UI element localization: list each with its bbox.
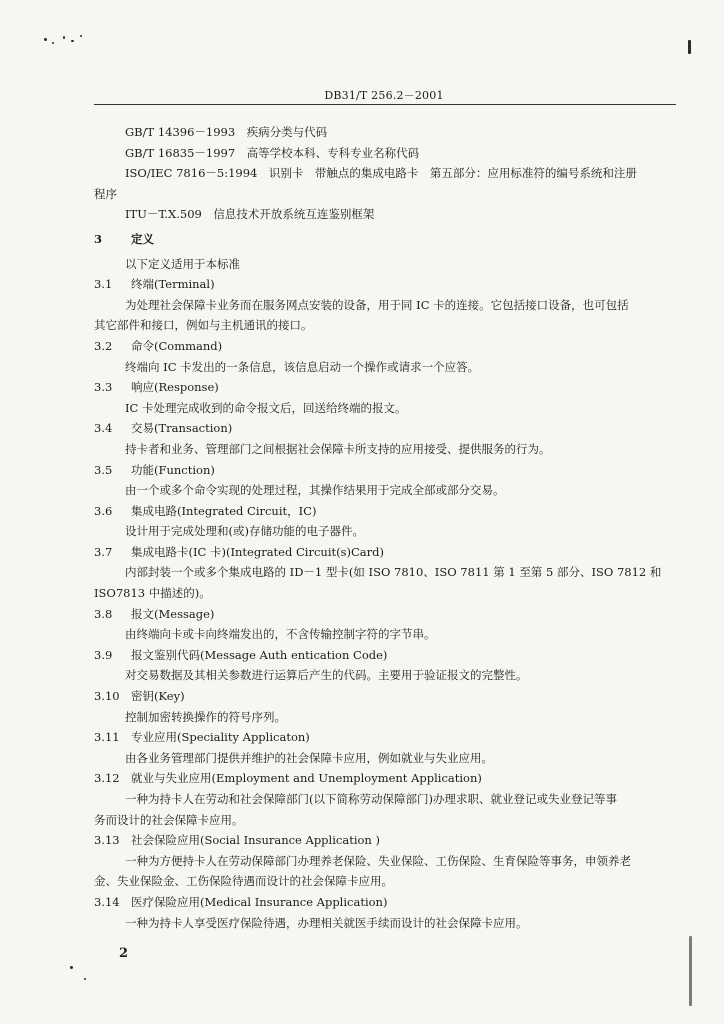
scan-speck — [71, 40, 74, 42]
page-number: 2 — [119, 946, 129, 961]
definition-text-line: 设计用于完成处理和(或)存储功能的电子器件。 — [125, 524, 364, 539]
definition-text-line: ISO7813 中描述的)。 — [94, 586, 211, 601]
definition-term: 终端(Terminal) — [131, 277, 215, 292]
standard-code: DB31/T 256.2－2001 — [324, 89, 444, 102]
scan-speck — [84, 978, 86, 980]
definition-text-line: 务而设计的社会保障卡应用。 — [94, 812, 244, 827]
definition-heading — [94, 604, 678, 625]
definition-term: 社会保险应用(Social Insurance Application ) — [131, 833, 380, 848]
definition-number: 3.3 — [94, 380, 113, 395]
definition-term: 交易(Transaction) — [131, 421, 233, 436]
definition-text-line: 持卡者和业务、管理部门之间根据社会保障卡所支持的应用接受、提供服务的行为。 — [125, 441, 551, 456]
reference-line: GB/T 14396－1993 疾病分类与代码 — [125, 125, 328, 139]
definition-term: 报文鉴别代码(Message Auth entication Code) — [131, 647, 388, 662]
reference-line: ISO/IEC 7816－5:1994 识别卡 带触点的集成电路卡 第五部分：应用标准符的编号系统和注册 — [125, 166, 637, 181]
definition-number: 3.7 — [94, 544, 113, 559]
scan-speck — [44, 38, 47, 41]
definition-text-line: 控制加密转换操作的符号序列。 — [125, 709, 286, 724]
definition-text-line: 为处理社会保障卡业务而在服务网点安装的设备，用于同 IC 卡的连接。它包括接口设备，也可包括 — [125, 297, 629, 312]
definition-text-line: IC 卡处理完成收到的命令报文后，回送给终端的报文。 — [125, 400, 407, 415]
reference-line: GB/T 16835－1997 高等学校本科、专科专业名称代码 — [125, 145, 420, 160]
definition-text-line: 一种为方便持卡人在劳动保障部门办理养老保险、失业保险、工伤保险、生育保险等事务，申领养老 — [125, 853, 631, 868]
definition-term: 专业应用(Speciality Applicaton) — [131, 730, 310, 745]
definition-text-line: 金、失业保险金、工伤保险待遇而设计的社会保障卡应用。 — [94, 874, 393, 889]
normative-references — [94, 122, 678, 225]
definition-text-line: 对交易数据及其相关参数进行运算后产生的代码。主要用于验证报文的完整性。 — [125, 668, 528, 683]
definition-number: 3.8 — [94, 606, 113, 621]
definition-heading — [94, 336, 678, 357]
section-heading — [94, 229, 678, 250]
definition-term: 医疗保险应用(Medical Insurance Application) — [131, 894, 388, 909]
definition-number: 3.4 — [94, 421, 113, 436]
definition-heading — [94, 418, 678, 439]
definition-heading — [94, 727, 678, 748]
header-rule — [94, 104, 676, 105]
scan-speck — [689, 936, 692, 1006]
definition-heading — [94, 542, 678, 563]
definitions-list — [94, 274, 678, 933]
section-intro: 以下定义适用于本标准 — [125, 256, 240, 271]
scan-speck — [70, 966, 73, 969]
scan-speck — [80, 35, 82, 37]
page-header — [0, 84, 724, 103]
definition-text-line: 由各业务管理部门提供并维护的社会保障卡应用，例如就业与失业应用。 — [125, 750, 493, 765]
definition-number: 3.12 — [94, 771, 120, 786]
definition-heading — [94, 377, 678, 398]
definition-heading — [94, 501, 678, 522]
definition-number: 3.5 — [94, 462, 113, 477]
scan-speck — [52, 42, 54, 44]
definition-heading — [94, 830, 678, 851]
section-title: 定义 — [131, 231, 154, 246]
definition-term: 响应(Response) — [131, 380, 219, 395]
definition-heading — [94, 460, 678, 481]
definition-text-line: 内部封装一个或多个集成电路的 ID－1 型卡(如 ISO 7810、ISO 7811 第 1 至第 5 部分、ISO 7812 和 — [125, 565, 662, 580]
scan-speck — [688, 40, 691, 54]
definition-heading — [94, 274, 678, 295]
definition-text-line: 其它部件和接口，例如与主机通讯的接口。 — [94, 318, 313, 333]
definition-number: 3.2 — [94, 338, 113, 353]
definition-text-line: 由一个或多个命令实现的处理过程，其操作结果用于完成全部或部分交易。 — [125, 483, 505, 498]
definition-term: 功能(Function) — [131, 462, 215, 477]
definition-text-line: 一种为持卡人在劳动和社会保障部门(以下简称劳动保障部门)办理求职、就业登记或失业登记等事 — [125, 792, 617, 806]
definition-term: 集成电路卡(IC 卡)(Integrated Circuit(s)Card) — [131, 544, 384, 559]
definition-number: 3.1 — [94, 277, 113, 292]
definition-heading — [94, 686, 678, 707]
scan-speck — [63, 36, 65, 39]
definition-number: 3.10 — [94, 689, 120, 704]
definition-term: 报文(Message) — [131, 606, 215, 621]
definition-number: 3.13 — [94, 833, 120, 848]
definition-text-line: 由终端向卡或卡向终端发出的，不含传输控制字符的字节串。 — [125, 627, 436, 642]
definition-heading — [94, 768, 678, 789]
definition-number: 3.11 — [94, 730, 120, 745]
section-number: 3 — [94, 231, 103, 246]
definition-term: 集成电路(Integrated Circuit，IC) — [131, 503, 317, 518]
reference-line: 程序 — [94, 186, 117, 201]
definition-number: 3.9 — [94, 647, 113, 662]
definition-number: 3.14 — [94, 894, 120, 909]
definition-term: 密钥(Key) — [131, 689, 185, 704]
definition-text-line: 终端向 IC 卡发出的一条信息，该信息启动一个操作或请求一个应答。 — [125, 359, 480, 374]
definition-term: 命令(Command) — [131, 338, 223, 353]
reference-line: ITU－T.X.509 信息技术开放系统互连鉴别框架 — [125, 207, 375, 222]
definition-heading — [94, 645, 678, 666]
document-body — [94, 122, 678, 933]
definition-heading — [94, 892, 678, 913]
definition-text-line: 一种为持卡人享受医疗保险待遇，办理相关就医手续而设计的社会保障卡应用。 — [125, 915, 528, 930]
definition-number: 3.6 — [94, 503, 113, 518]
definition-term: 就业与失业应用(Employment and Unemployment Application) — [131, 771, 482, 786]
